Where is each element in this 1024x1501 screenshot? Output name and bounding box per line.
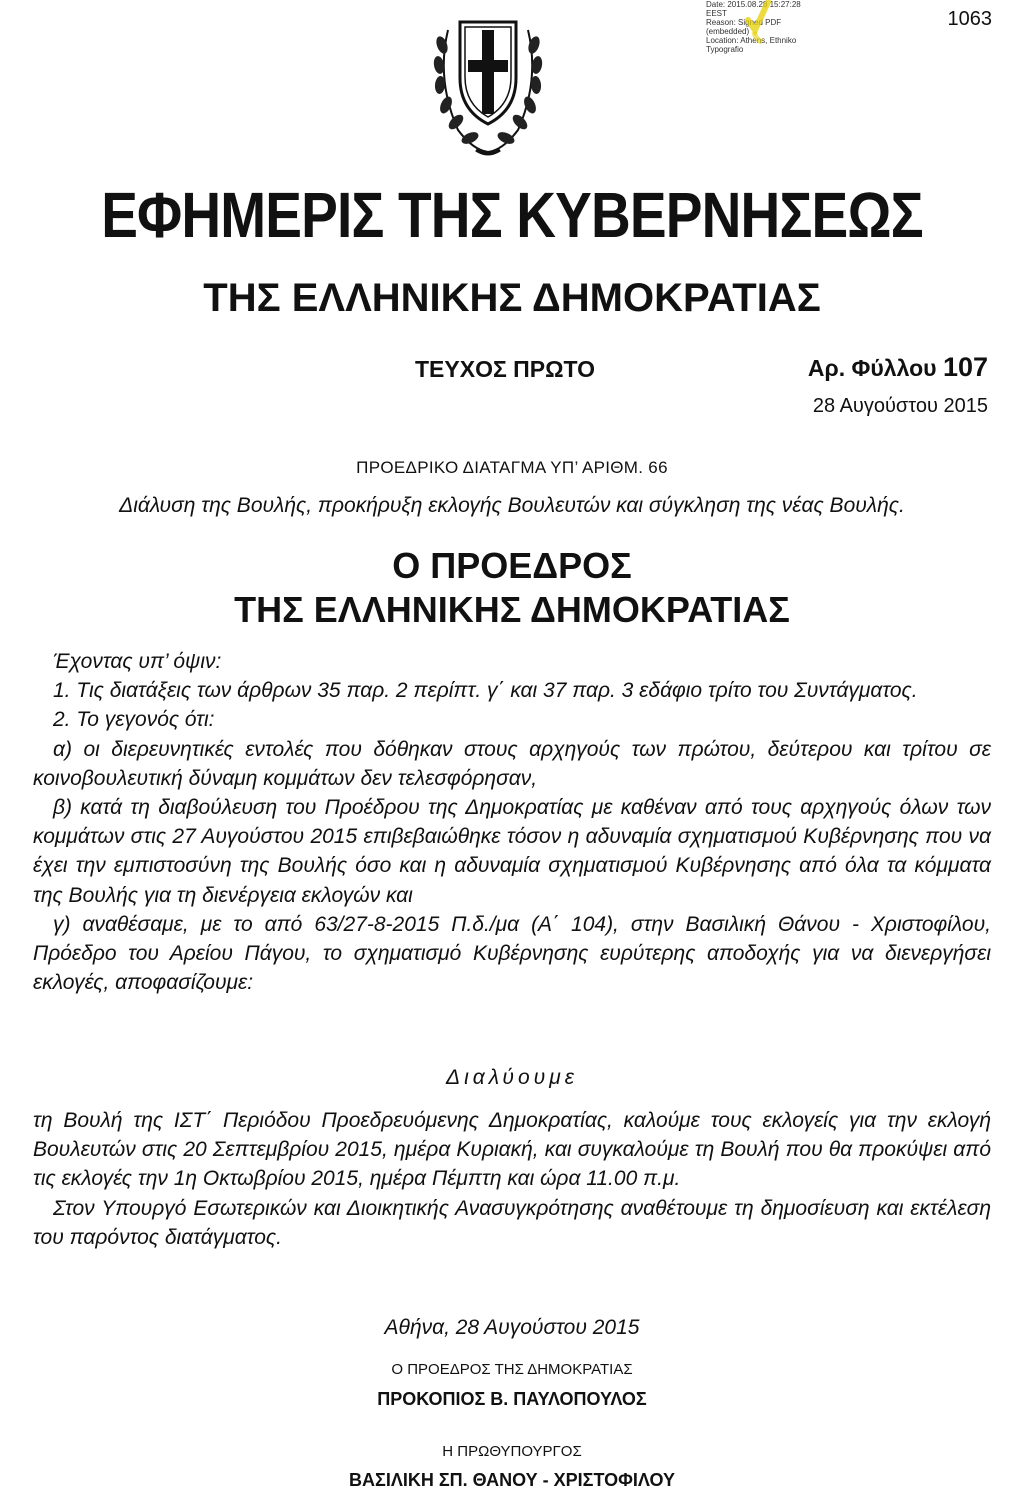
signature-line: (embedded) [706,27,750,36]
decree-operative-text [33,1106,991,1252]
signature-line: Location: Athens, Ethniko [706,36,797,45]
preamble-item-2c: γ) αναθέσαμε, με το από 63/27-8-2015 Π.δ./μα (Α΄ 104), στην Βασιλική Θάνου - Χριστοφίλου, Πρόεδρο του Αρείου Πάγου, το σχηματισμό Κυβέρνησης ευρύτερης αποδοχής για να διενεργήσει εκλογές, αποφασίζουμε: [33,912,991,995]
signature-line: Typografio [706,45,744,54]
signature-line: EEST [706,9,727,18]
sheet-number-block [808,352,988,383]
decree-subject: Διάλυση της Βουλής, προκήρυξη εκλογής Βουλευτών και σύγκληση της νέας Βουλής. [119,494,905,517]
gazette-title: ΕΦΗΜΕΡΙΣ ΤΗΣ ΚΥΒΕΡΝΗΣΕΩΣ [101,179,923,251]
operative-word: Διαλύουμε [446,1066,578,1089]
president-heading-line2: ΤΗΣ ΕΛΛΗΝΙΚΗΣ ΔΗΜΟΚΡΑΤΙΑΣ [234,589,790,630]
greek-coat-of-arms-icon [428,0,548,160]
signatory-title-president: Ο ΠΡΟΕΔΡΟΣ ΤΗΣ ΔΗΜΟΚΡΑΤΙΑΣ [391,1361,633,1378]
issue-date: 28 Αυγούστου 2015 [812,395,988,417]
preamble-item-2a: α) οι διερευνητικές εντολές που δόθηκαν στους αρχηγούς των πρώτου, δεύτερου και τρίτου σε κοινοβουλευτική δύναμη κομμάτων δεν τελεσφόρησαν, [33,737,991,790]
preamble-intro: Έχοντας υπ’ όψιν: [53,650,222,673]
operative-paragraph: τη Βουλή της ΙΣΤ΄ Περιόδου Προεδρευόμενης Δημοκρατίας, καλούμε τους εκλογείς για την εκλογή Βουλευτών στις 20 Σεπτεμβρίου 2015, ημέρα Κυριακή, και συγκαλούμε τη Βουλή που θα προκύψει από τις εκλογές την 1η Οκτωβρίου 2015, ημέρα Πέμπτη και ώρα 11.00 π.μ. [33,1109,991,1191]
sheet-label: Αρ. Φύλλου [807,355,943,381]
decree-preamble [33,647,991,997]
signatory-title-pm: Η ΠΡΩΘΥΠΟΥΡΓΟΣ [442,1443,582,1460]
sheet-number: 107 [942,352,988,382]
preamble-item-1: 1. Τις διατάξεις των άρθρων 35 παρ. 2 περίπτ. γ΄ και 37 παρ. 3 εδάφιο τρίτο του Συντάγματος. [53,679,918,703]
president-heading-line1: Ο ΠΡΟΕΔΡΟΣ [392,545,632,586]
digital-signature-info [706,0,846,54]
preamble-item-2b: β) κατά τη διαβούλευση του Προέδρου της Δημοκρατίας με καθέναν από τους αρχηγούς όλων των κομμάτων στις 27 Αυγούστου 2015 επιβεβαιώθηκε τόσον η αδυναμία σχηματισμού Κυβέρνησης που να έχει την εμπιστοσύνη της Βουλής όσο και η αδυναμία σχηματισμού Κυβέρνησης από όλα τα κόμματα της Βουλής για τη διενέργεια εκλογών και [33,796,991,907]
preamble-item-2: 2. Το γεγονός ότι: [53,708,215,732]
signature-line: Reason: Signed PDF [706,18,782,27]
signatory-name-president: ΠΡΟΚΟΠΙΟΣ Β. ΠΑΥΛΟΠΟΥΛΟΣ [377,1389,647,1409]
decree-heading: ΠΡΟΕΔΡΙΚΟ ΔΙΑΤΑΓΜΑ ΥΠ’ ΑΡΙΘΜ. 66 [356,458,668,477]
place-date: Αθήνα, 28 Αυγούστου 2015 [384,1316,640,1339]
signatory-name-pm: ΒΑΣΙΛΙΚΗ ΣΠ. ΘΑΝΟΥ - ΧΡΙΣΤΟΦΙΛΟΥ [349,1470,675,1490]
gazette-subtitle: ΤΗΣ ΕΛΛΗΝΙΚΗΣ ΔΗΜΟΚΡΑΤΙΑΣ [203,276,821,320]
execution-paragraph: Στον Υπουργό Εσωτερικών και Διοικητικής Ανασυγκρότησης αναθέτουμε τη δημοσίευση και εκτέλεση του παρόντος διατάγματος. [33,1196,991,1249]
page-number: 1063 [947,8,992,30]
digital-signature-check-icon [742,0,772,44]
signature-line: Date: 2015.08.28 15:27:28 [706,0,801,9]
issue-type: ΤΕΥΧΟΣ ΠΡΩΤΟ [415,356,596,382]
